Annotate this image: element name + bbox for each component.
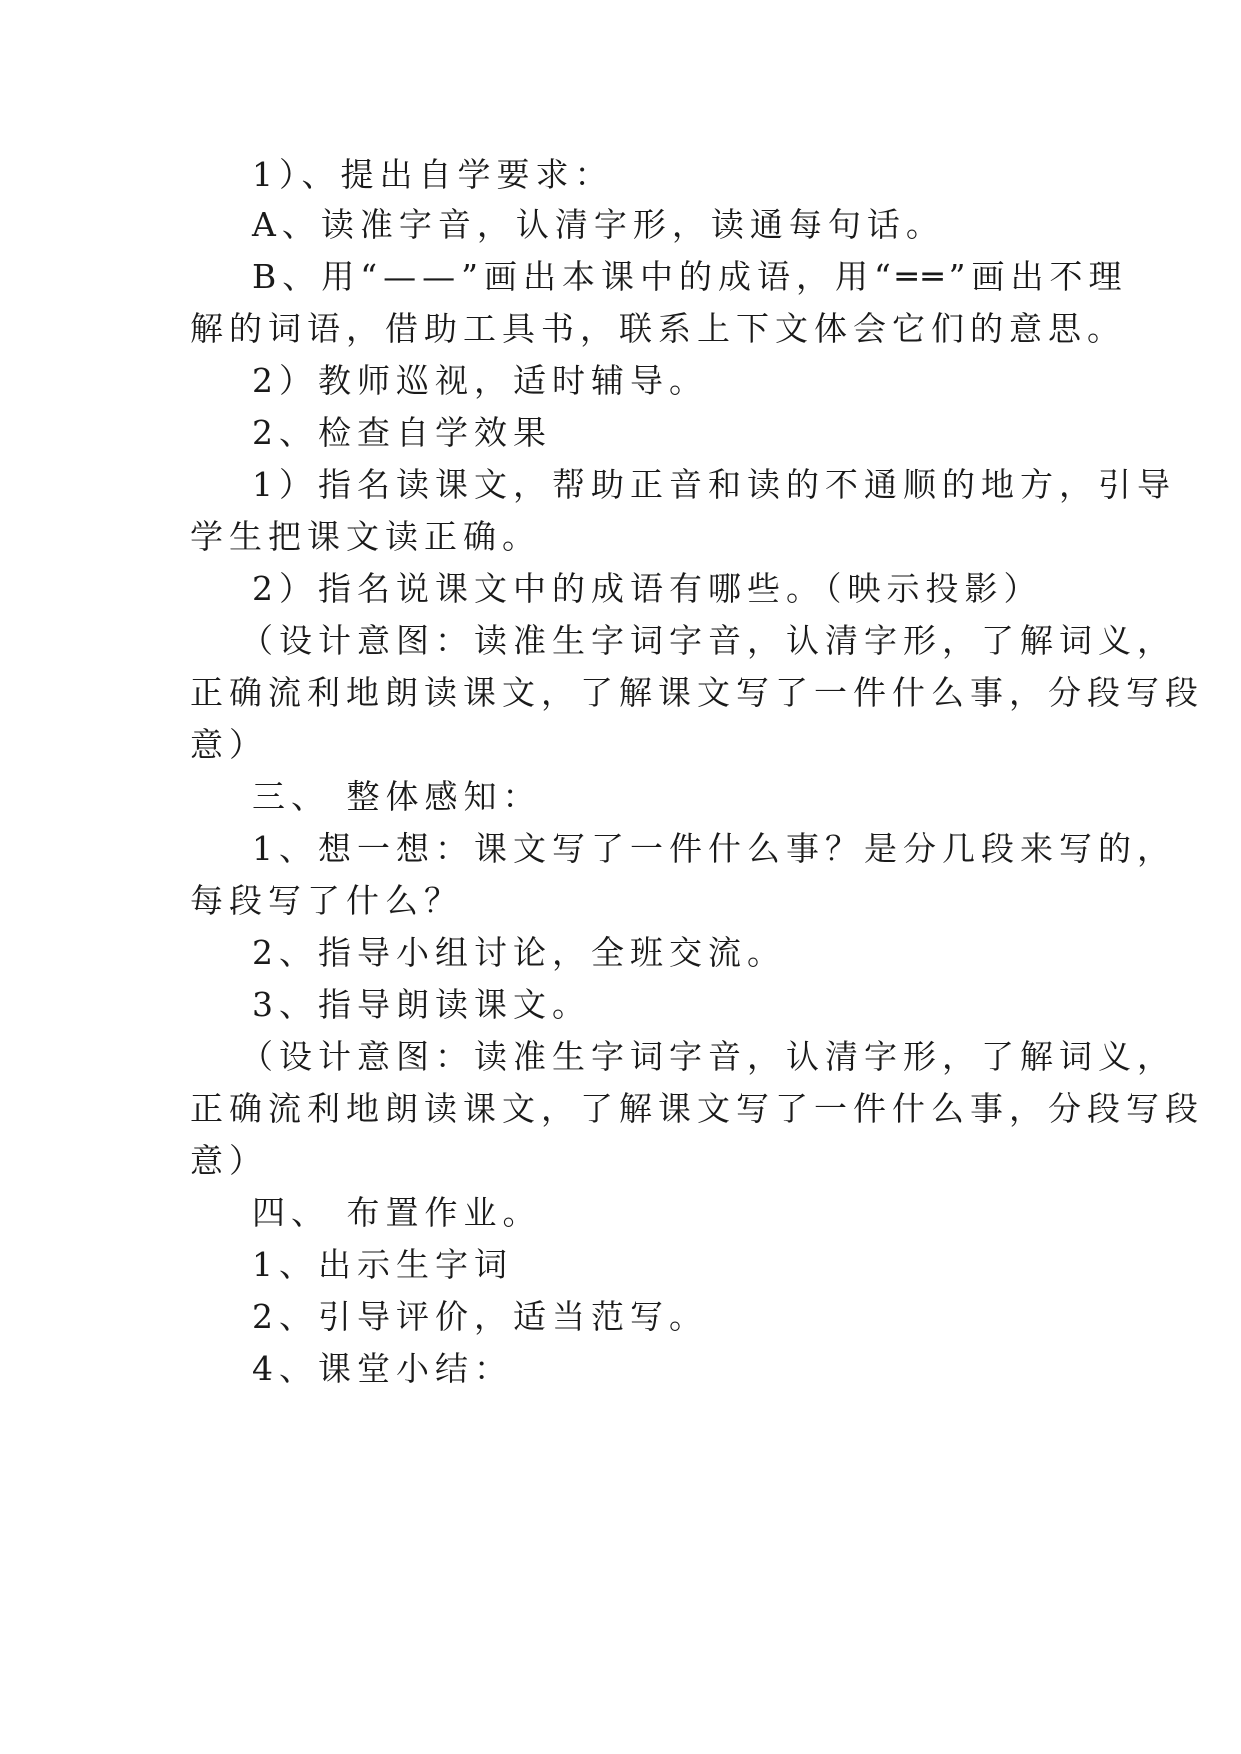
paragraph-line: 学生把课文读正确。	[190, 517, 541, 556]
paragraph-line: 意）	[190, 1141, 268, 1180]
paragraph-line: 正确流利地朗读课文，了解课文写了一件什么事，分段写段	[190, 1089, 1204, 1128]
design-intent-line: （设计意图：读准生字词字音，认清字形，了解词义，	[240, 1037, 1176, 1076]
paragraph-line: 2、指导小组讨论，全班交流。	[252, 933, 786, 972]
paragraph-line: 1、出示生字词	[252, 1245, 513, 1284]
paragraph-line: 正确流利地朗读课文，了解课文写了一件什么事，分段写段	[190, 673, 1204, 712]
section-heading: 三、 整体感知：	[252, 777, 542, 816]
paragraph-line: 1、想一想：课文写了一件什么事？是分几段来写的，	[252, 829, 1176, 868]
paragraph-line: 意）	[190, 725, 268, 764]
paragraph-line: 2）指名说课文中的成语有哪些。（映示投影）	[252, 569, 1043, 608]
paragraph-line: 1）、提出自学要求：	[252, 155, 614, 194]
paragraph-line: B、用“——”画出本课中的成语，用“══”画出不理	[252, 257, 1128, 296]
paragraph-line: 2、检查自学效果	[252, 413, 552, 452]
paragraph-line: 每段写了什么？	[190, 881, 463, 920]
paragraph-line: 2、引导评价，适当范写。	[252, 1297, 708, 1336]
paragraph-line: 2）教师巡视，适时辅导。	[252, 361, 708, 400]
paragraph-line: 4、课堂小结：	[252, 1349, 513, 1388]
section-heading: 四、 布置作业。	[252, 1193, 542, 1232]
paragraph-line: 解的词语，借助工具书，联系上下文体会它们的意思。	[190, 309, 1126, 348]
design-intent-line: （设计意图：读准生字词字音，认清字形，了解词义，	[240, 621, 1176, 660]
paragraph-line: 3、指导朗读课文。	[252, 985, 591, 1024]
paragraph-line: 1）指名读课文，帮助正音和读的不通顺的地方，引导	[252, 465, 1176, 504]
paragraph-line: A、读准字音，认清字形，读通每句话。	[252, 205, 945, 244]
